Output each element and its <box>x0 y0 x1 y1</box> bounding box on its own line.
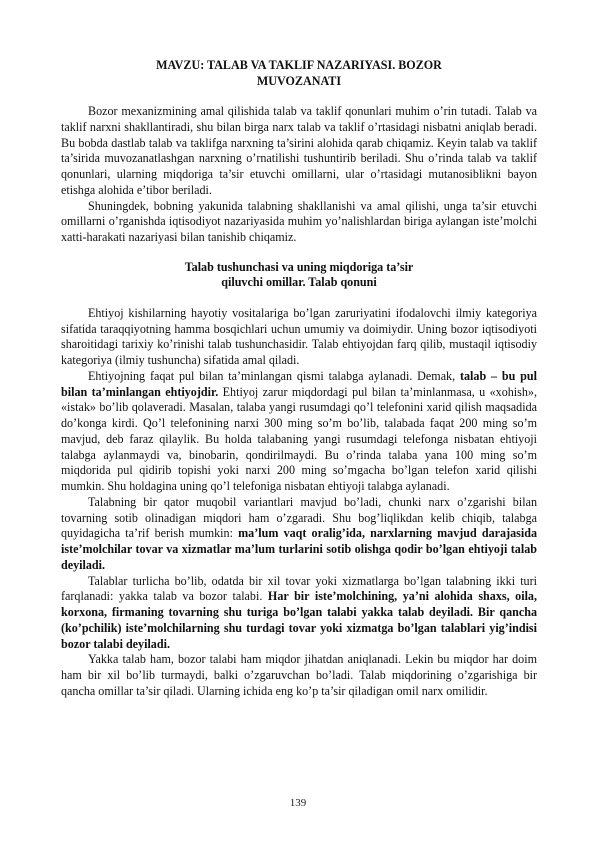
paragraph-demand-definition <box>61 369 537 495</box>
document-title <box>61 58 537 89</box>
title-line-1: MAVZU: TALAB VA TAKLIF NAZARIYASI. BOZOR <box>156 58 442 72</box>
document-page <box>61 58 537 700</box>
page-number: 139 <box>289 797 307 809</box>
section-heading <box>61 260 537 291</box>
section-heading-line-2: qiluvchi omillar. Talab qonuni <box>221 275 377 290</box>
paragraph-demand-variants <box>61 495 537 574</box>
bold-definition: Har bir iste’molchining, ya’ni alohida shaxs, oila, korxona, firmaning tovarning shu turiga bo’lgan talabi yakka talab deyiladi. Bir qancha (ko’pchilik) iste’molchilarning shu turdagi tovar yoki xizmatga bo’lgan talablari yig’indisi bozor talabi deyiladi. <box>61 589 537 651</box>
title-line-2: MUVOZANATI <box>256 73 342 88</box>
bold-definition: talab – bu pul bilan ta’minlangan ehtiyojdir. <box>61 368 537 399</box>
intro-paragraph-2: Shuningdek, bobning yakunida talabning shakllanishi va amal qilishi, unga ta’sir etuvchi omillarni o’rganishda iqtisodiyot nazariyasida muhim yo’nalishlardan biriga aylangan iste’molchi xatti-harakati nazariyasi bilan tanishib chiqamiz. <box>61 198 537 244</box>
intro-paragraph-1: Bozor mexanizmining amal qilishida talab va taklif qonunlari muhim o’rin tutadi. Talab va taklif narxni shakllantiradi, shu bilan birga narx talab va taklif o’rtasidagi nisbatni aniqlab beradi. Bu bobda dastlab talab va taklifga narxning ta’sirini alohida qarab chiqamiz. Keyin talab va taklif ta’sirida muvozanatlashgan narxning o’rnatilishi tushuntirib beriladi. Shu o’rinda talab va taklif qonunlari, ularning miqdoriga ta’sir etuvchi omillarni, ular o’rtasidagi mutanosiblikni bayon etishga alohida e’tibor beriladi. <box>61 104 537 197</box>
paragraph-need: Ehtiyoj kishilarning hayotiy vositalariga bo’lgan zaruriyatini ifodalovchi ilmiy kategoriya sifatida taraqqiyotning hamma bosqichlari uchun umumiy va doimiydir. Uning bozor iqtisodiyoti sharoitidagi tarixiy ko’rinishi talab tushunchasidir. Talab ehtiyojdan farq qilib, mustaqil iqtisodiy kategoriya (ilmiy tushuncha) sifatida amal qiladi. <box>61 305 537 367</box>
section-heading-line-1: Talab tushunchasi va uning miqdoriga ta’sir <box>184 259 414 274</box>
paragraph-text: Talablar turlicha bo’lib, odatda bir xil tovar yoki xizmatlarga bo’lgan talabning ikki turi farqlanadi: yakka talab va bozor talabi. <box>61 573 537 604</box>
paragraph-text: Talabning bir qator muqobil variantlari mavjud bo’ladi, chunki narx o’zgarishi bilan tovarning sotib olinadigan miqdori ham o’zgaradi. Shu bog’liqlikdan kelib chiqib, talabga quyidagicha ta’rif berish mumkin: <box>61 494 537 541</box>
paragraph-demand-types <box>61 574 537 653</box>
bold-definition: ma’lum vaqt oralig’ida, narxlarning mavjud darajasida iste’molchilar tovar va xizmatlar ma’lum turlarini sotib olishga qodir bo’lgan ehtiyoji talab deyiladi. <box>61 526 537 572</box>
paragraph-demand-quantity: Yakka talab ham, bozor talabi ham miqdor jihatdan aniqlanadi. Lekin bu miqdor har doim ham bir xil bo’lib turmaydi, balki o’zgaruvchan bo’ladi. Talab miqdorining o’zgarishiga bir qancha omillar ta’sir qiladi. Ularning ichida eng ko’p ta’sir qiladigan omil narx omilidir. <box>61 652 537 698</box>
paragraph-text: Ehtiyojning faqat pul bilan ta’minlangan qismi talabga aylanadi. Demak, <box>88 368 460 383</box>
paragraph-text: Ehtiyoj zarur miqdordagi pul bilan ta’minlanmasa, u «xohish», «istak» bo’lib qolaveradi. Masalan, talaba yangi rusumdagi qo’l telefonini xarid qilish maqsadida do’konga kirdi. Qo’l telefonining narxi 300 ming so’m bo’lib, talabada faqat 200 ming so’m mavjud, deb faraz qilaylik. Bu holda talabaning yangi rusumdagi telefonga nisbatan ehtiyoji talabga aylanmaydi va, binobarin, qondirilmaydi. Bu o’rinda talaba yana 100 ming so’m miqdorida pul qidirib topishi yoki narxi 200 ming so’mgacha bo’lgan telefon xarid qilishi mumkin. Shu holdagina uning qo’l telefoniga nisbatan ehtiyoji talabga aylanadi. <box>61 384 537 493</box>
